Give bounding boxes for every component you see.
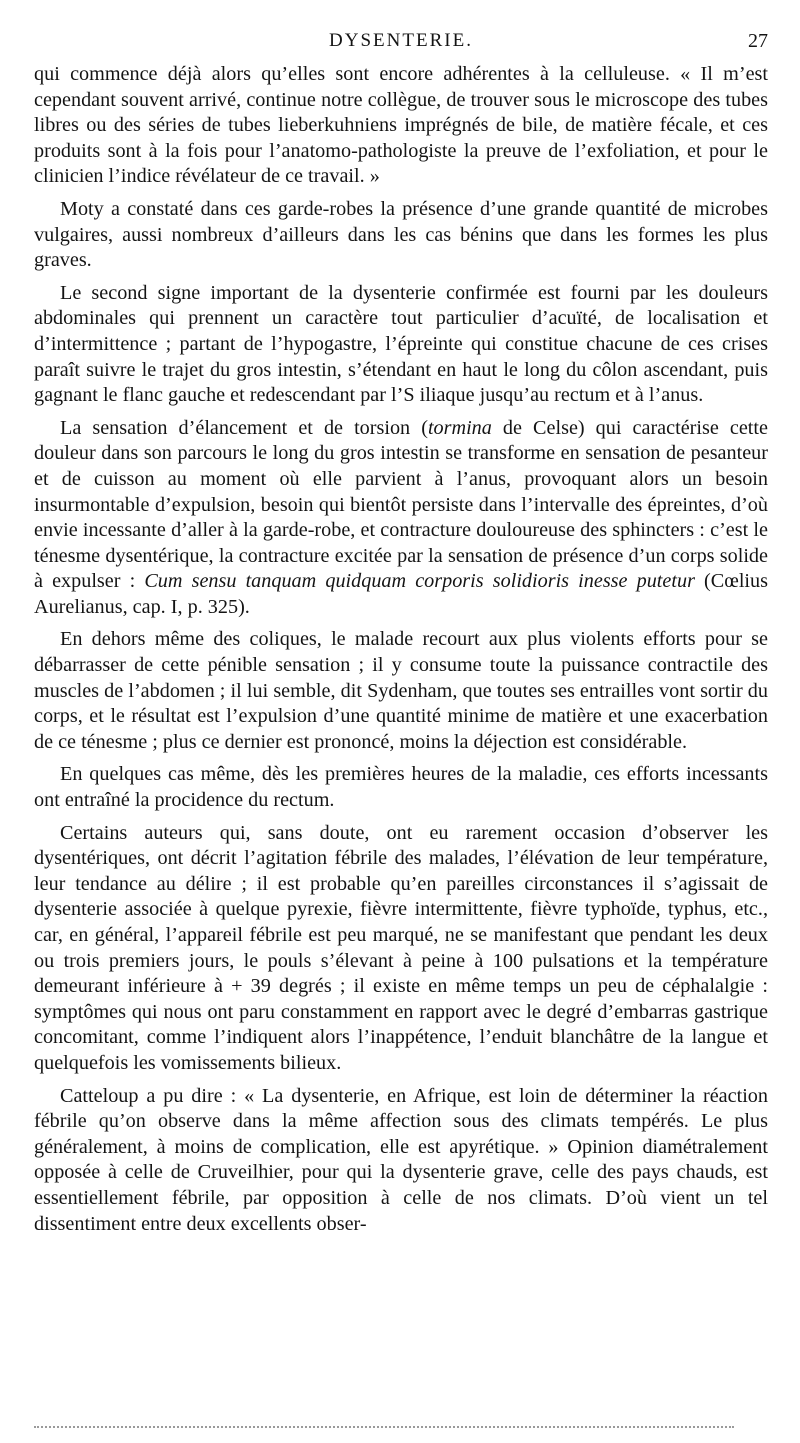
paragraph-moty: Moty a constaté dans ces garde-robes la présence d’une grande quantité de microbes vulgaires, aussi nombreux d’ailleurs dans les cas bénins que dans les formes les plus graves. [34, 197, 768, 272]
paragraph-tenesmus [34, 416, 768, 621]
paragraph-rectal-prolapse: En quelques cas même, dès les premières heures de la maladie, ces efforts incessants ont entraîné la procidence du rectum. [34, 763, 768, 812]
paragraph-abdominal-pain: Le second signe important de la dysenterie confirmée est fourni par les douleurs abdominales qui prennent un caractère tout particulier d’acuïté, de localisation et d’intermittence ; partant de l’hypogastre, l’épreinte qui constitue chacune de ces crises paraît suivre le trajet du gros intestin, s’étendant en haut le long du côlon ascendant, puis gagnant le flanc gauche et redescendant par l’S iliaque jusqu’au rectum et à l’anus. [34, 281, 768, 407]
paragraph-efforts: En dehors même des coliques, le malade recourt aux plus violents efforts pour se débarrasser de cette pénible sensation ; il y consume toute la puissance contractile des muscles de l’abdomen ; il lui semble, dit Sydenham, que toutes ses entrailles vont sortir du corps, et le résultat est l’expulsion d’une quantité minime de matière et une exacerbation de ce ténesme ; plus ce dernier est prononcé, moins la déjection est considérable. [34, 628, 768, 753]
latin-quotation: Cum sensu tanquam quidquam corporis solidioris inesse putetur [144, 570, 695, 593]
running-header [34, 30, 768, 58]
paragraph-catteloup: Catteloup a pu dire : « La dysenterie, en Afrique, est loin de déterminer la réaction fébrile qu’on observe dans la même affection sous des climats tempérés. Le plus généralement, à moins de complication, elle est apyrétique. » Opinion diamétralement opposée à celle de Cruveilhier, pour qui la dysenterie grave, celle des pays chauds, est essentiellement fébrile, par opposition à celle de nos climats. D’où vient un tel dissentiment entre deux excellents obser- [34, 1084, 768, 1235]
tenesmus-text-start: La sensation d’élancement et de torsion ( [60, 416, 428, 439]
page-number: 27 [748, 30, 768, 52]
tormina-term: tormina [427, 416, 492, 439]
body-text [34, 62, 768, 1244]
paragraph-continuation: qui commence déjà alors qu’elles sont encore adhérentes à la celluleuse. « Il m’est cependant souvent arrivé, continue notre collègue, de trouver sous le microscope des tubes libres ou des séries de tubes lieberkuhniens imprégnés de bile, de matière fécale, et ces produits sont à la fois pour l’anatomo-pathologiste la preuve de l’exfoliation, et pour le clinicien l’indice révélateur de ce travail. » [34, 63, 768, 188]
quotation-citation: (Cœlius Aurelianus, cap. I, p. 325). [34, 570, 768, 618]
running-title: DYSENTERIE. [329, 30, 473, 51]
tenesmus-text-middle: de Celse) qui caractérise cette douleur dans son parcours le long du gros intestin se transforme en sensation de pesanteur et de cuisson au moment où elle parvient à l’anus, provoquant alors un besoin insurmontable d’expulsion, besoin qui bientôt persiste dans l’intervalle des épreintes, d’où envie incessante d’aller à la garde-robe, et contracture douloureuse des sphincters : c’est le ténesme dysentérique, la contracture excitée par la sensation de présence d’un corps solide à expulser : [34, 416, 768, 593]
paragraph-fever: Certains auteurs qui, sans doute, ont eu rarement occasion d’observer les dysentériques, ont décrit l’agitation fébrile des malades, l’élévation de leur température, leur tendance au délire ; il est probable qu’en pareilles circonstances il s’agissait de dysenterie associée à quelque pyrexie, fièvre intermittente, fièvre typhoïde, typhus, etc., car, en général, l’appareil fébrile est peu marqué, ne se manifestant que pendant les deux ou trois premiers jours, le pouls s’élevant à peine à 100 pulsations et la température demeurant inférieure à + 39 degrés ; il existe en même temps un peu de céphalalgie : symptômes qui nous ont paru constamment en rapport avec le degré d’embarras gastrique concomitant, comme l’indiquent alors l’inappétence, l’enduit blanchâtre de la langue et quelquefois les vomissements bilieux. [34, 821, 768, 1074]
bottom-dotted-rule [34, 1426, 734, 1428]
